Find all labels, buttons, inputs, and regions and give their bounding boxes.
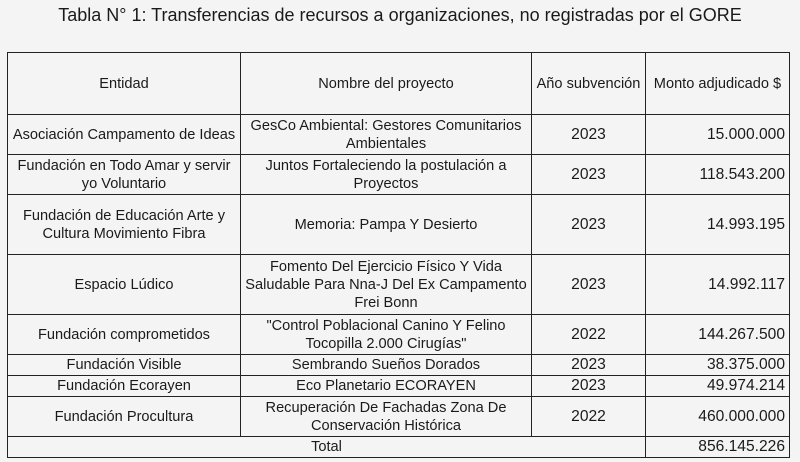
cell-monto: 14.992.117 <box>646 255 790 315</box>
cell-proyecto: "Control Poblacional Canino Y Felino Tocopilla 2.000 Cirugías" <box>241 315 532 355</box>
cell-entidad: Fundación Procultura <box>8 397 241 437</box>
table-row <box>8 255 790 315</box>
cell-anio: 2022 <box>532 315 646 355</box>
table-row <box>8 397 790 437</box>
cell-proyecto: Fomento Del Ejercicio Físico Y Vida Saludable Para Nna-J Del Ex Campamento Frei Bonn <box>241 255 532 315</box>
cell-entidad: Fundación comprometidos <box>8 315 241 355</box>
cell-monto: 49.974.214 <box>646 376 790 397</box>
table-row <box>8 315 790 355</box>
total-row <box>8 437 790 458</box>
header-row <box>8 53 790 115</box>
cell-entidad: Fundación de Educación Arte y Cultura Movimiento Fibra <box>8 195 241 255</box>
table-caption: Tabla N° 1: Transferencias de recursos a organizaciones, no registradas por el GORE <box>58 5 742 25</box>
total-label: Total <box>8 437 646 458</box>
cell-monto: 38.375.000 <box>646 355 790 376</box>
cell-proyecto: GesCo Ambiental: Gestores Comunitarios Ambientales <box>241 115 532 155</box>
cell-anio: 2023 <box>532 376 646 397</box>
cell-anio: 2023 <box>532 355 646 376</box>
header-anio: Año subvención <box>532 53 646 115</box>
cell-monto: 14.993.195 <box>646 195 790 255</box>
table-row <box>8 155 790 195</box>
cell-monto: 460.000.000 <box>646 397 790 437</box>
header-entidad: Entidad <box>8 53 241 115</box>
table-row <box>8 115 790 155</box>
cell-anio: 2023 <box>532 195 646 255</box>
table-row <box>8 195 790 255</box>
table-row <box>8 376 790 397</box>
cell-monto: 144.267.500 <box>646 315 790 355</box>
cell-entidad: Asociación Campamento de Ideas <box>8 115 241 155</box>
header-proyecto: Nombre del proyecto <box>241 53 532 115</box>
cell-anio: 2023 <box>532 115 646 155</box>
cell-proyecto: Sembrando Sueños Dorados <box>241 355 532 376</box>
cell-anio: 2023 <box>532 255 646 315</box>
cell-entidad: Fundación Visible <box>8 355 241 376</box>
cell-anio: 2023 <box>532 155 646 195</box>
cell-proyecto: Recuperación De Fachadas Zona De Conservación Histórica <box>241 397 532 437</box>
cell-proyecto: Eco Planetario ECORAYEN <box>241 376 532 397</box>
cell-entidad: Espacio Lúdico <box>8 255 241 315</box>
table-row <box>8 355 790 376</box>
total-amount: 856.145.226 <box>646 437 790 458</box>
cell-monto: 118.543.200 <box>646 155 790 195</box>
header-monto: Monto adjudicado $ <box>646 53 790 115</box>
table-body <box>8 115 790 437</box>
cell-proyecto: Juntos Fortaleciendo la postulación a Proyectos <box>241 155 532 195</box>
cell-monto: 15.000.000 <box>646 115 790 155</box>
cell-proyecto: Memoria: Pampa Y Desierto <box>241 195 532 255</box>
cell-anio: 2022 <box>532 397 646 437</box>
transfers-table <box>7 52 790 458</box>
cell-entidad: Fundación en Todo Amar y servir yo Voluntario <box>8 155 241 195</box>
cell-entidad: Fundación Ecorayen <box>8 376 241 397</box>
